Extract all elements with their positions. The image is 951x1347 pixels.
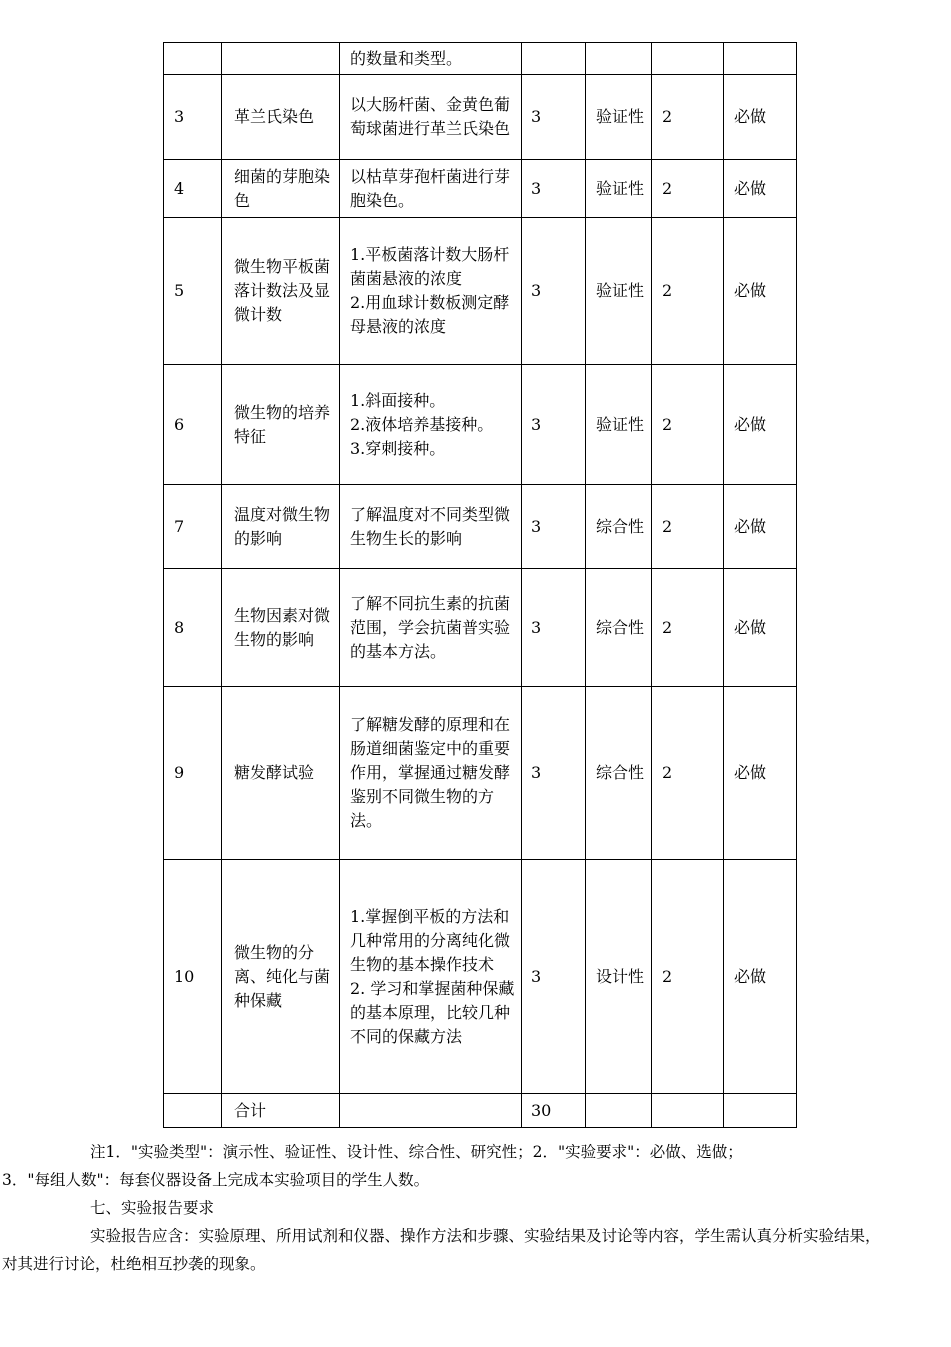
row-number-cell [164,1094,222,1128]
experiment-type-cell: 验证性 [586,160,652,218]
row-number-cell: 5 [164,218,222,365]
table-row [164,687,797,860]
content-line: 2.用血球计数板测定酵母悬液的浓度 [350,293,510,336]
class-hours-cell: 3 [522,569,586,687]
row-number-cell: 10 [164,860,222,1094]
row-number-cell [164,43,222,75]
experiment-name-cell: 微生物的分离、纯化与菌种保藏 [222,860,340,1094]
report-paragraph: 实验报告应含：实验原理、所用试剂和仪器、操作方法和步骤、实验结果及讨论等内容，学生需认真分析实验结果，对其进行讨论，杜绝相互抄袭的现象。 [2,1227,881,1273]
content-line: 1.掌握倒平板的方法和几种常用的分离纯化微生物的基本操作技术 [350,906,511,974]
experiment-name-cell: 生物因素对微生物的影响 [222,569,340,687]
group-size-cell [652,1094,724,1128]
experiment-type-cell [586,43,652,75]
class-hours-cell: 3 [522,687,586,860]
experiment-content-cell [340,860,522,1094]
experiment-table [163,42,797,1128]
requirement-cell [724,1094,797,1128]
table-row [164,218,797,365]
note-line-1: 注1．"实验类型"：演示性、验证性、设计性、综合性、研究性；2．"实验要求"：必做、选做； [90,1143,743,1161]
class-hours-cell: 3 [522,485,586,569]
experiment-type-cell: 验证性 [586,218,652,365]
table-row [164,365,797,485]
content-line: 的数量和类型。 [350,48,463,68]
content-line: 3.穿刺接种。 [350,438,446,458]
class-hours-cell [522,43,586,75]
experiment-name-cell: 温度对微生物的影响 [222,485,340,569]
table-row [164,1094,797,1128]
group-size-cell: 2 [652,485,724,569]
section-title: 七、实验报告要求 [90,1199,215,1217]
experiment-name-cell: 微生物平板菌落计数法及显微计数 [222,218,340,365]
experiment-name-cell: 糖发酵试验 [222,687,340,860]
experiment-name-cell: 微生物的培养特征 [222,365,340,485]
row-number-cell: 7 [164,485,222,569]
experiment-content-cell [340,1094,522,1128]
experiment-content-cell [340,43,522,75]
content-line: 了解不同抗生素的抗菌范围，学会抗菌普实验的基本方法。 [350,593,511,661]
group-size-cell: 2 [652,365,724,485]
content-line: 1.平板菌落计数大肠杆菌菌悬液的浓度 [350,245,510,288]
class-hours-cell: 3 [522,860,586,1094]
experiment-name-cell: 合计 [222,1094,340,1128]
experiment-content-cell [340,365,522,485]
content-line: 以大肠杆菌、金黄色葡萄球菌进行革兰氏染色 [350,95,511,138]
content-line: 1.斜面接种。 [350,390,446,410]
experiment-content-cell [340,75,522,160]
experiment-name-cell: 革兰氏染色 [222,75,340,160]
experiment-type-cell: 设计性 [586,860,652,1094]
content-line: 了解温度对不同类型微生物生长的影响 [350,504,511,548]
requirement-cell: 必做 [724,485,797,569]
class-hours-cell: 3 [522,218,586,365]
row-number-cell: 9 [164,687,222,860]
requirement-cell: 必做 [724,687,797,860]
experiment-content-cell [340,687,522,860]
experiment-content-cell [340,569,522,687]
row-number-cell: 4 [164,160,222,218]
experiment-type-cell: 综合性 [586,687,652,860]
group-size-cell [652,43,724,75]
table-row [164,485,797,569]
group-size-cell: 2 [652,218,724,365]
group-size-cell: 2 [652,75,724,160]
requirement-cell: 必做 [724,75,797,160]
content-line: 2.液体培养基接种。 [350,414,494,434]
row-number-cell: 8 [164,569,222,687]
experiment-type-cell: 验证性 [586,365,652,485]
class-hours-cell: 30 [522,1094,586,1128]
requirement-cell: 必做 [724,218,797,365]
experiment-name-cell: 细菌的芽胞染色 [222,160,340,218]
experiment-content-cell [340,485,522,569]
experiment-type-cell [586,1094,652,1128]
experiment-name-cell [222,43,340,75]
table-row [164,569,797,687]
table-row [164,43,797,75]
group-size-cell: 2 [652,860,724,1094]
experiment-content-cell [340,218,522,365]
requirement-cell [724,43,797,75]
group-size-cell: 2 [652,160,724,218]
table-row [164,75,797,160]
experiment-type-cell: 综合性 [586,485,652,569]
experiment-type-cell: 验证性 [586,75,652,160]
row-number-cell: 6 [164,365,222,485]
notes-section [2,1138,892,1278]
note-line-2: 3．"每组人数"：每套仪器设备上完成本实验项目的学生人数。 [2,1171,430,1189]
class-hours-cell: 3 [522,365,586,485]
class-hours-cell: 3 [522,75,586,160]
requirement-cell: 必做 [724,160,797,218]
content-line: 了解糖发酵的原理和在肠道细菌鉴定中的重要作用，掌握通过糖发酵鉴别不同微生物的方法。 [350,715,511,830]
table-row [164,160,797,218]
group-size-cell: 2 [652,687,724,860]
requirement-cell: 必做 [724,860,797,1094]
table-row [164,860,797,1094]
content-line: 以枯草芽孢杆菌进行芽胞染色。 [350,166,511,210]
experiment-content-cell [340,160,522,218]
row-number-cell: 3 [164,75,222,160]
content-line: 2. 学习和掌握菌种保藏的基本原理，比较几种不同的保藏方法 [350,978,515,1046]
requirement-cell: 必做 [724,569,797,687]
experiment-type-cell: 综合性 [586,569,652,687]
class-hours-cell: 3 [522,160,586,218]
group-size-cell: 2 [652,569,724,687]
requirement-cell: 必做 [724,365,797,485]
